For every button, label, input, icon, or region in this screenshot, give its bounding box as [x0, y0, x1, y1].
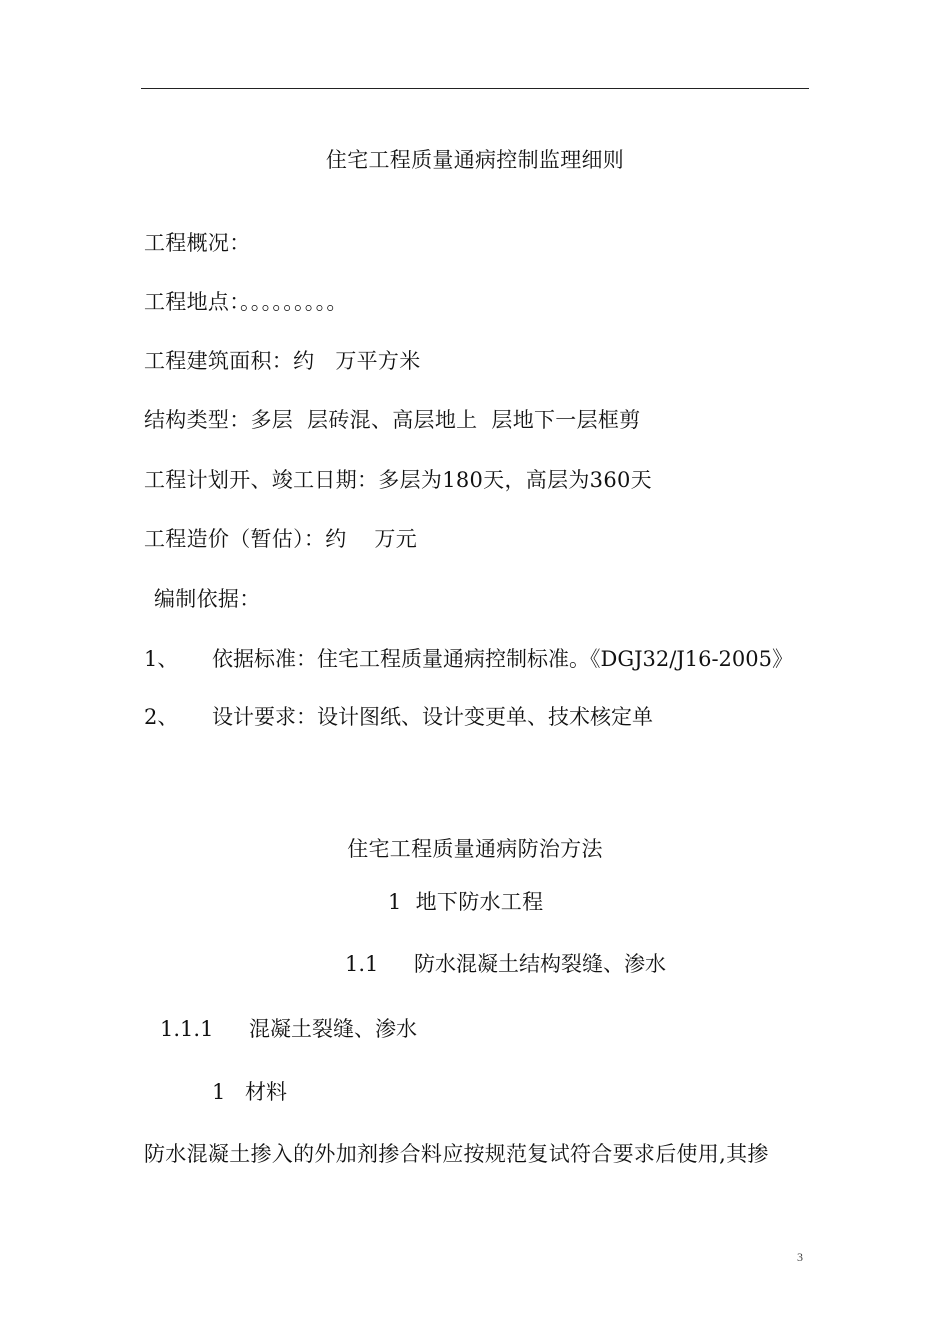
section-1-1-number: 1.1: [345, 952, 379, 976]
section-1-1-text: 防水混凝土结构裂缝、渗水: [414, 952, 666, 976]
field-schedule: 工程计划开、竣工日期：多层为180天，高层为360天: [144, 468, 652, 492]
body-paragraph: 防水混凝土掺入的外加剂掺合料应按规范复试符合要求后使用,其掺: [144, 1142, 769, 1166]
document-title: 住宅工程质量通病控制监理细则: [325, 148, 625, 172]
basis-item-1-text: 依据标准：住宅工程质量通病控制标准。《DGJ32/J16-2005》: [212, 647, 794, 671]
section-1-1-1-text: 混凝土裂缝、渗水: [249, 1017, 417, 1041]
field-structure: 结构类型：多层 层砖混、高层地上 层地下一层框剪: [144, 408, 641, 432]
overview-heading: 工程概况：: [144, 231, 251, 255]
field-cost: 工程造价（暂估）：约 万元: [144, 527, 417, 551]
basis-item-2-text: 设计要求：设计图纸、设计变更单、技术核定单: [212, 705, 653, 729]
page-number: 3: [797, 1250, 803, 1264]
header-rule: [141, 88, 809, 89]
section-1-1-1-number: 1.1.1: [160, 1017, 214, 1041]
section-title: 住宅工程质量通病防治方法: [347, 837, 603, 861]
item-1-number: 1: [212, 1080, 226, 1104]
basis-item-2-number: 2、: [144, 705, 179, 729]
field-area: 工程建筑面积：约 万平方米: [144, 349, 421, 373]
field-location: 工程地点：。。。。。。。。。: [144, 290, 348, 314]
basis-heading: 编制依据：: [154, 587, 261, 611]
section-1-heading: 1 地下防水工程: [388, 890, 544, 914]
item-1-text: 材料: [245, 1080, 287, 1104]
basis-item-1-number: 1、: [144, 647, 179, 671]
